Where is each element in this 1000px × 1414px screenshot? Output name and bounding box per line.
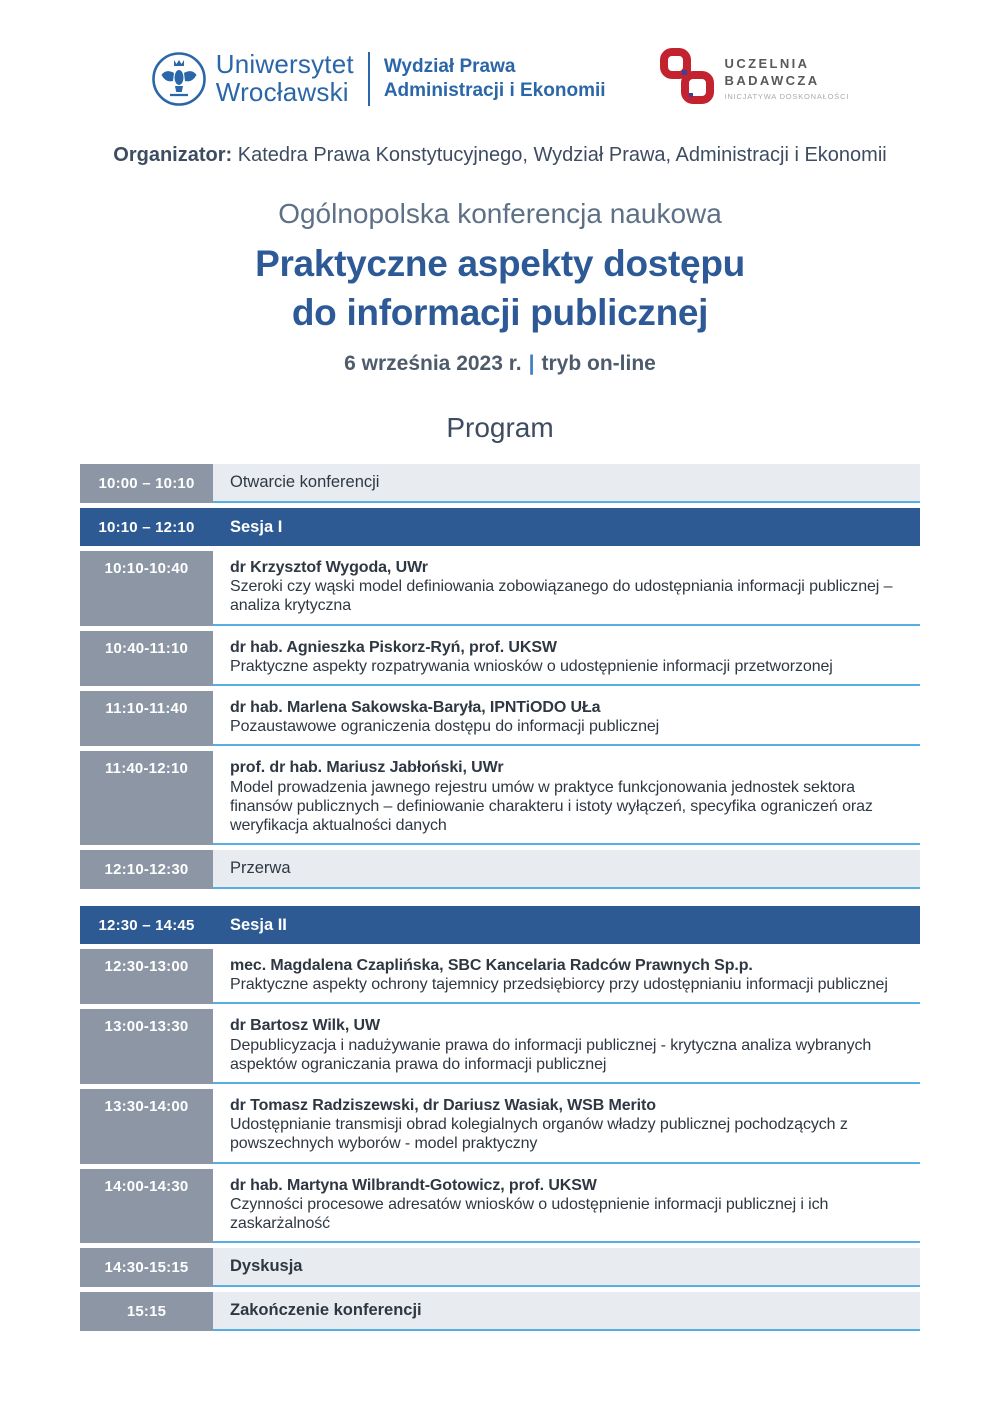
program-item-title: Dyskusja [213,1248,920,1287]
conference-kicker: Ogólnopolska konferencja naukowa [278,198,722,229]
research-university-logo [658,46,850,111]
program-session-row [80,508,920,546]
talk-content [213,949,920,1004]
program-row-time: 14:30-15:15 [80,1248,213,1287]
program-talk-row [80,949,920,1004]
program-item-title: Otwarcie konferencji [213,464,920,503]
university-name-line2: Wrocławski [215,76,349,107]
conference-title-line1: Praktyczne aspekty dostępu [255,243,745,284]
session-time: 12:30 – 14:45 [98,916,195,934]
session-title: Sesja II [230,915,287,934]
talk-content [213,691,920,746]
faculty-name-line2: Administracji i Ekonomii [383,79,606,101]
program-plain-row [80,850,920,889]
organizer-label: Organizator: [113,144,233,166]
date-separator: | [528,352,535,375]
talk-content [213,1009,920,1084]
university-crest-icon [151,51,207,107]
faculty-name-line1: Wydział Prawa [383,55,516,77]
talk-time: 11:10-11:40 [80,691,213,746]
talk-speaker: prof. dr hab. Mariusz Jabłoński, UWr [230,759,504,777]
program-talk-row [80,1089,920,1164]
program-plain-row [80,1292,920,1331]
talk-speaker: dr hab. Martyna Wilbrandt-Gotowicz, prof. UKSW [230,1176,597,1194]
organizer-line [0,144,1000,167]
university-logo [151,51,606,107]
program-heading: Program [446,412,554,443]
program-item-title: Zakończenie konferencji [213,1292,920,1331]
talk-description: Czynności procesowe adresatów wniosków o udostępnienie informacji publicznej i ich zaskarżalność [230,1195,829,1232]
talk-time: 13:30-14:00 [80,1089,213,1164]
talk-description: Praktyczne aspekty rozpatrywania wniosków o udostępnienie informacji przetworzonej [230,657,833,675]
program-talk-row [80,1009,920,1084]
faculty-name [384,55,606,103]
program-plain-row [80,464,920,503]
talk-content [213,1169,920,1244]
session-title: Sesja I [230,517,283,536]
program-talk-row [80,1169,920,1244]
research-university-icon [658,46,714,111]
talk-time: 12:30-13:00 [80,949,213,1004]
header-logos [0,46,1000,111]
talk-time: 11:40-12:10 [80,751,213,845]
program-table [80,464,920,1336]
talk-description: Pozaustawowe ograniczenia dostępu do informacji publicznej [230,718,660,736]
talk-content [213,1089,920,1164]
organizer-text: Katedra Prawa Konstytucyjnego, Wydział Prawa, Administracji i Ekonomii [237,144,887,166]
university-name [216,51,354,106]
talk-time: 10:10-10:40 [80,551,213,626]
program-talk-row [80,691,920,746]
program-talk-row [80,551,920,626]
program-row-time: 12:10-12:30 [80,850,213,889]
program-session-row [80,906,920,944]
badge-line3: INICJATYWA DOSKONAŁOŚCI [724,91,850,101]
talk-description: Depublicyzacja i nadużywanie prawa do informacji publicznej - krytyczna analiza wybranych aspektów ograniczania prawa do informacji publicznej [230,1036,872,1073]
program-row-time: 10:00 – 10:10 [80,464,213,503]
logo-divider [368,52,370,106]
conference-title [0,240,1000,338]
program-item-title: Przerwa [213,850,920,889]
talk-speaker: dr Bartosz Wilk, UW [230,1017,380,1035]
talk-content [213,751,920,845]
talk-content [213,631,920,686]
program-row-time: 15:15 [80,1292,213,1331]
program-plain-row [80,1248,920,1287]
conference-date: 6 września 2023 r. [344,352,522,375]
badge-line1: UCZELNIA [724,56,810,72]
talk-description: Praktyczne aspekty ochrony tajemnicy przedsiębiorcy przy udostępnianiu informacji publicznej [230,976,888,994]
badge-line2: BADAWCZA [724,72,820,88]
talk-speaker: dr hab. Agnieszka Piskorz-Ryń, prof. UKSW [230,638,557,656]
talk-description: Udostępnianie transmisji obrad kolegialnych organów władzy publicznej pochodzących z powszechnych wyborów - model praktyczny [230,1116,848,1153]
session-time: 10:10 – 12:10 [98,518,195,536]
talk-time: 10:40-11:10 [80,631,213,686]
talk-speaker: dr Krzysztof Wygoda, UWr [230,559,428,576]
talk-time: 14:00-14:30 [80,1169,213,1244]
program-talk-row [80,751,920,845]
research-university-text [725,56,850,101]
talk-speaker: dr hab. Marlena Sakowska-Baryła, IPNTiODO UŁa [230,698,601,716]
talk-description: Model prowadzenia jawnego rejestru umów w praktyce funkcjonowania jednostek sektora finansów publicznych – definiowanie charakteru i istoty wyłączeń, specyfika ograniczeń oraz weryfikacja aktualności danych [230,778,873,834]
talk-time: 13:00-13:30 [80,1009,213,1084]
conference-dateline [0,352,1000,376]
program-talk-row [80,631,920,686]
talk-speaker: mec. Magdalena Czaplińska, SBC Kancelaria Radców Prawnych Sp.p. [230,957,753,975]
talk-speaker: dr Tomasz Radziszewski, dr Dariusz Wasiak, WSB Merito [230,1097,656,1114]
talk-description: Szeroki czy wąski model definiowania zobowiązanego do udostępniania informacji publicznej – analiza krytyczna [230,578,893,615]
talk-content [213,551,920,626]
conference-title-line2: do informacji publicznej [291,291,709,333]
university-name-line1: Uniwersytet [215,49,354,80]
conference-mode: tryb on-line [541,352,656,375]
